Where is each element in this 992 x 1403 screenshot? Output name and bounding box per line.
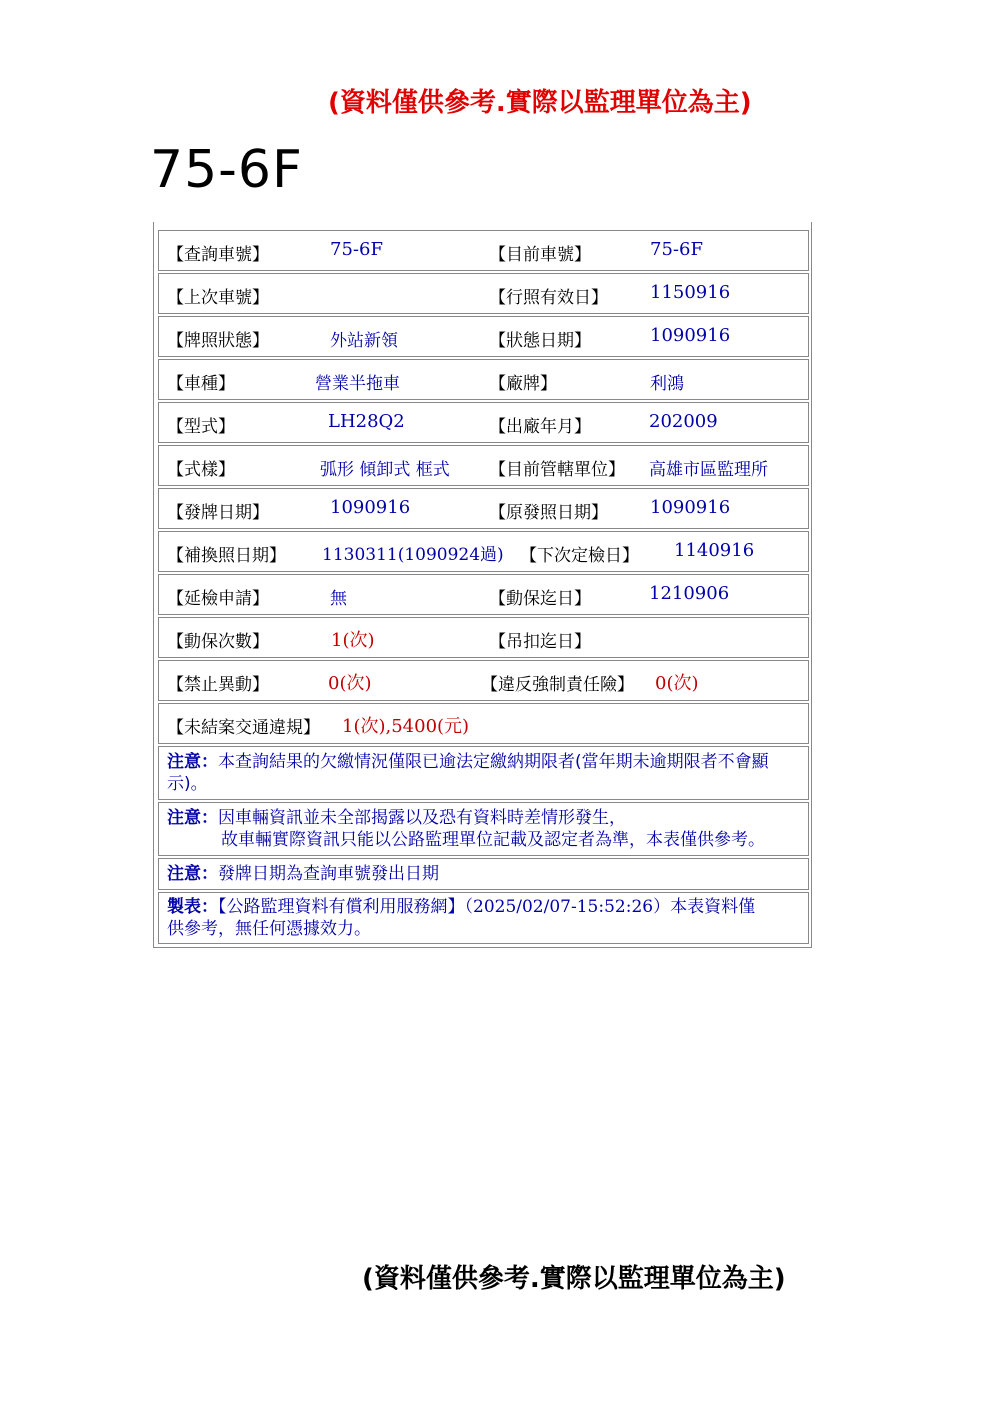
field-label: 【查詢車號】 <box>167 245 269 265</box>
note-issue-date <box>167 863 802 885</box>
field-value: 高雄市區監理所 <box>649 460 768 480</box>
field-label: 【目前車號】 <box>489 245 591 265</box>
field-value: 0(次) <box>328 673 372 694</box>
note-label: 製表： <box>167 897 218 917</box>
field-label: 【狀態日期】 <box>489 331 591 351</box>
note-row <box>158 746 809 800</box>
table-row <box>158 316 809 357</box>
table-row <box>158 531 809 572</box>
disclaimer-bottom: (資料僅供參考.實際以監理單位為主) <box>362 1264 786 1294</box>
note-row <box>158 892 809 944</box>
paren-open: （ <box>464 897 473 917</box>
note-unpaid <box>167 751 802 795</box>
field-value: 1(次),5400(元) <box>342 716 470 737</box>
field-label: 【延檢申請】 <box>167 589 269 609</box>
note-text: 因車輛資訊並未全部揭露以及恐有資料時差情形發生， <box>218 808 626 828</box>
field-label: 【補換照日期】 <box>167 546 286 566</box>
field-label: 【式樣】 <box>167 460 235 480</box>
table-row <box>158 230 809 271</box>
field-value: 1130311(1090924過) <box>322 545 504 565</box>
note-text: ）本表資料僅 <box>653 897 756 917</box>
field-label: 【下次定檢日】 <box>520 546 639 566</box>
note-row <box>158 858 809 890</box>
note-disclosure <box>167 807 802 851</box>
field-label: 【吊扣迄日】 <box>489 632 591 652</box>
note-label: 注意： <box>167 808 218 828</box>
field-value: 外站新領 <box>330 331 398 351</box>
field-label: 【型式】 <box>167 417 235 437</box>
field-value: 弧形 傾卸式 框式 <box>320 460 450 480</box>
field-label: 【原發照日期】 <box>489 503 608 523</box>
field-value: 利鴻 <box>650 374 684 394</box>
field-value: 75-6F <box>330 239 383 260</box>
table-row <box>158 273 809 314</box>
field-label: 【牌照狀態】 <box>167 331 269 351</box>
note-label: 注意： <box>167 752 218 772</box>
field-value: LH28Q2 <box>328 411 405 432</box>
service-name: 【公路監理資料有償利用服務網】 <box>218 897 465 917</box>
table-row <box>158 488 809 529</box>
table-row <box>158 445 809 486</box>
timestamp: 2025/02/07-15:52:26 <box>473 897 654 917</box>
plate-title: 75-6F <box>150 140 303 200</box>
field-label: 【上次車號】 <box>167 288 269 308</box>
note-text-cont: 供參考，無任何憑據效力。 <box>167 919 371 939</box>
field-label: 【未結案交通違規】 <box>167 718 320 738</box>
note-producer <box>167 896 802 940</box>
note-text-cont: 示)。 <box>167 774 208 794</box>
field-value: 1(次) <box>331 630 375 651</box>
field-label: 【發牌日期】 <box>167 503 269 523</box>
table-row <box>158 359 809 400</box>
field-value: 202009 <box>649 411 718 432</box>
table-row <box>158 402 809 443</box>
table-row <box>158 660 809 701</box>
field-value: 75-6F <box>650 239 703 260</box>
field-label: 【廠牌】 <box>489 374 557 394</box>
vehicle-info-table <box>153 222 812 948</box>
field-value: 0(次) <box>655 673 699 694</box>
field-value: 1090916 <box>650 497 731 518</box>
field-value: 無 <box>330 589 347 609</box>
field-label: 【行照有效日】 <box>489 288 608 308</box>
field-value: 1210906 <box>649 583 730 604</box>
table-row <box>158 617 809 658</box>
field-label: 【出廠年月】 <box>489 417 591 437</box>
note-text: 本查詢結果的欠繳情況僅限已逾法定繳納期限者(當年期未逾期限者不會顯 <box>218 752 769 772</box>
field-label: 【動保次數】 <box>167 632 269 652</box>
field-value: 1090916 <box>330 497 411 518</box>
field-label: 【違反強制責任險】 <box>481 675 634 695</box>
field-value: 1140916 <box>674 540 755 561</box>
field-label: 【車種】 <box>167 374 235 394</box>
note-row <box>158 802 809 856</box>
field-value: 營業半拖車 <box>315 374 400 394</box>
disclaimer-top: (資料僅供參考.實際以監理單位為主) <box>328 88 752 118</box>
field-value: 1090916 <box>650 325 731 346</box>
field-label: 【禁止異動】 <box>167 675 269 695</box>
field-value: 1150916 <box>650 282 731 303</box>
note-label: 注意： <box>167 864 218 884</box>
table-row <box>158 703 809 744</box>
field-label: 【目前管轄單位】 <box>489 460 625 480</box>
table-row <box>158 574 809 615</box>
note-text-cont: 故車輛實際資訊只能以公路監理單位記載及認定者為準，本表僅供參考。 <box>221 830 765 850</box>
note-text: 發牌日期為查詢車號發出日期 <box>218 864 439 884</box>
field-label: 【動保迄日】 <box>489 589 591 609</box>
